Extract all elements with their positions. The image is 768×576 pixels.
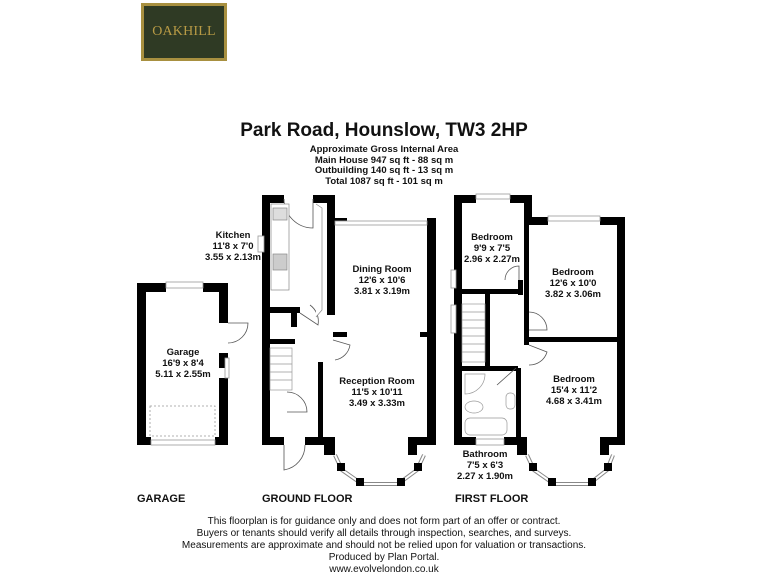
floor-label-ground: GROUND FLOOR: [262, 493, 353, 505]
wall: [600, 437, 609, 455]
room-name: Dining Room: [352, 264, 412, 275]
room-name: Bedroom: [471, 232, 513, 243]
room-size-imperial: 15'4 x 11'2: [550, 385, 598, 396]
room-name: Bathroom: [462, 449, 508, 460]
window: [451, 305, 456, 333]
window: [451, 270, 456, 288]
bathroom-fittings: [465, 374, 515, 435]
area-line: Approximate Gross Internal Area: [309, 144, 459, 155]
wall: [270, 339, 295, 344]
wall: [137, 283, 146, 445]
area-line: Outbuilding 140 sq ft - 13 sq m: [314, 165, 454, 176]
window: [476, 194, 510, 199]
room-label-bedroom-2: [545, 267, 601, 300]
wall: [462, 289, 522, 294]
first-stairs: [462, 304, 485, 362]
wall: [516, 368, 521, 438]
window: [225, 358, 229, 378]
bath: [465, 418, 507, 435]
window: [166, 282, 203, 288]
wall: [137, 283, 166, 292]
room-size-imperial: 11'5 x 10'11: [351, 387, 403, 398]
wall: [617, 217, 625, 445]
area-line: Main House 947 sq ft - 88 sq m: [314, 154, 454, 166]
wall: [262, 195, 270, 445]
window: [476, 439, 504, 445]
garage-door-outline: [150, 406, 215, 436]
bay-window-ground: [335, 455, 424, 486]
wall: [454, 437, 476, 445]
wall: [327, 195, 335, 315]
room-label-bathroom: [457, 449, 513, 482]
wall: [262, 437, 284, 445]
basin: [506, 393, 515, 409]
room-size-imperial: 7'5 x 6'3: [466, 460, 504, 471]
room-name: Kitchen: [215, 230, 251, 241]
toilet: [465, 401, 483, 413]
wall: [215, 437, 228, 445]
room-label-kitchen: [205, 230, 261, 263]
logo-text: OAKHILL: [152, 24, 216, 39]
room-size-imperial: 16'9 x 8'4: [162, 358, 204, 369]
room-size-metric: 3.49 x 3.33m: [348, 398, 405, 409]
wall: [524, 225, 529, 345]
wall: [427, 218, 436, 445]
wall: [333, 332, 347, 337]
wall: [420, 332, 429, 337]
floor-label-first: FIRST FLOOR: [455, 493, 529, 505]
page-title: Park Road, Hounslow, TW3 2HP: [240, 120, 528, 141]
shower: [465, 374, 485, 394]
area-line: Total 1087 sq ft - 101 sq m: [325, 175, 443, 187]
wall: [485, 294, 490, 366]
hall-partition: [316, 204, 322, 317]
producer-line: Produced by Plan Portal.: [328, 552, 440, 563]
wall: [462, 366, 518, 371]
website-link[interactable]: www.evolvelondon.co.uk: [329, 564, 439, 575]
wall: [318, 362, 323, 437]
room-size-metric: 5.11 x 2.55m: [155, 369, 211, 380]
disclaimer-line: Measurements are approximate and should not be relied upon for valuation or transactions.: [181, 540, 587, 551]
door-swing: [529, 312, 547, 330]
door-swing: [284, 445, 305, 470]
wall: [517, 437, 527, 455]
hob: [273, 254, 287, 270]
room-size-metric: 4.68 x 3.41m: [546, 396, 602, 407]
disclaimer-line: This floorplan is for guidance only and does not form part of an offer or contract.: [207, 516, 561, 527]
room-name: Bedroom: [552, 267, 594, 278]
fridge: [273, 208, 287, 220]
room-size-imperial: 12'6 x 10'6: [358, 275, 406, 286]
door-swing: [228, 323, 248, 343]
room-name: Garage: [166, 347, 200, 358]
door-swing: [529, 345, 547, 365]
kitchen-fittings: [271, 204, 322, 317]
wall: [524, 337, 619, 342]
wall: [408, 437, 417, 455]
wall: [219, 283, 228, 323]
door-swing: [505, 266, 519, 280]
disclaimer-line: Buyers or tenants should verify all details through inspection, searches, and surveys.: [196, 528, 572, 539]
room-size-imperial: 11'8 x 7'0: [212, 241, 254, 252]
room-label-garage: [155, 347, 210, 380]
wall: [524, 217, 548, 225]
room-size-metric: 3.55 x 2.13m: [205, 252, 261, 263]
room-label-reception: [339, 376, 414, 409]
bay-window-first: [527, 455, 613, 486]
wall: [262, 195, 284, 203]
wall: [454, 195, 476, 203]
room-name: Bedroom: [553, 374, 595, 385]
room-label-bedroom-3: [546, 374, 602, 407]
window: [548, 216, 600, 221]
wall: [291, 307, 297, 327]
room-label-dining: [352, 264, 411, 297]
disclaimer: [0, 516, 768, 576]
window: [335, 221, 427, 225]
floor-label-garage: GARAGE: [137, 493, 186, 505]
wall: [324, 437, 335, 455]
wall: [219, 378, 228, 445]
door-swing: [300, 305, 318, 325]
room-size-imperial: 12'6 x 10'0: [549, 278, 597, 289]
room-name: Reception Room: [339, 376, 415, 387]
room-size-metric: 2.96 x 2.27m: [464, 254, 520, 265]
ground-stairs: [270, 348, 292, 390]
room-size-metric: 3.82 x 3.06m: [545, 289, 601, 300]
door-swing: [287, 392, 307, 412]
room-size-metric: 3.81 x 3.19m: [353, 286, 410, 297]
wall: [518, 280, 523, 295]
room-size-imperial: 9'9 x 7'5: [473, 243, 511, 254]
door-swing: [333, 340, 350, 360]
wall: [137, 437, 151, 445]
room-label-bedroom-1: [464, 232, 520, 265]
window: [151, 440, 215, 445]
room-size-metric: 2.27 x 1.90m: [457, 471, 513, 482]
